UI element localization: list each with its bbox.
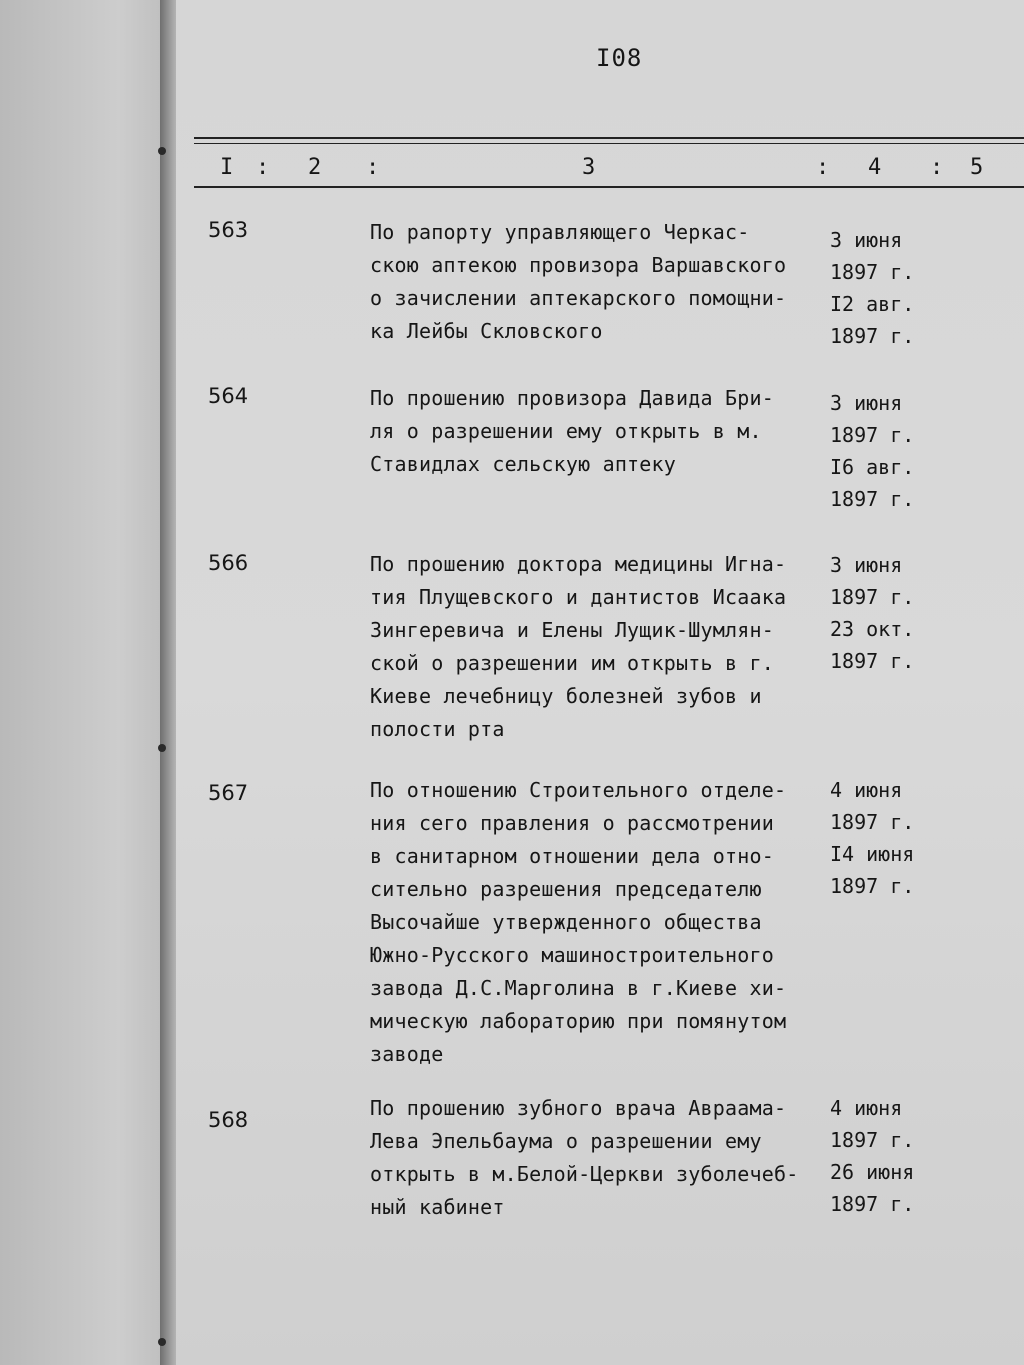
entry-text-line: ской о разрешении им открыть в г. (370, 651, 774, 675)
page-number: I08 (596, 44, 643, 72)
entry-text-line: о зачислении аптекарского помощни- (370, 286, 787, 310)
entry-text-line: заводе (370, 1042, 444, 1066)
column-separator: : (816, 155, 830, 180)
entry-date: 1897 г. (830, 874, 915, 898)
binding-hole (158, 744, 166, 752)
entry-text-line: завода Д.С.Марголина в г.Киеве хи- (370, 976, 787, 1000)
entry-date: 3 июня (830, 391, 903, 415)
column-separator: : (256, 155, 270, 180)
header-rule-top-2 (194, 143, 1024, 144)
binding-hole (158, 147, 166, 155)
entry-date: I2 авг. (830, 292, 915, 316)
entry-text-line: ля о разрешении ему открыть в м. (370, 419, 762, 443)
entry-text-line: По прошению доктора медицины Игна- (370, 552, 787, 576)
entry-date: I4 июня (830, 842, 915, 866)
binding-hole (158, 1338, 166, 1346)
entry-date: I6 авг. (830, 455, 915, 479)
column-separator: : (930, 155, 944, 180)
entry-text-line: По прошению провизора Давида Бри- (370, 386, 774, 410)
entry-number: 568 (208, 1108, 249, 1132)
entry-number: 566 (208, 551, 249, 575)
header-rule-top (194, 137, 1024, 139)
entry-text-line: Высочайше утвержденного общества (370, 910, 762, 934)
entry-text-line: По рапорту управляющего Черкас- (370, 220, 750, 244)
column-header-5: 5 (970, 155, 984, 180)
entry-text-line: открыть в м.Белой-Церкви зуболечеб- (370, 1162, 799, 1186)
entry-date: 1897 г. (830, 487, 915, 511)
column-header-4: 4 (868, 155, 882, 180)
entry-text-line: полости рта (370, 717, 505, 741)
column-header-3: 3 (582, 155, 596, 180)
entry-date: 1897 г. (830, 423, 915, 447)
column-header-1: I (220, 155, 234, 180)
entry-text-line: ный кабинет (370, 1195, 505, 1219)
entry-text-line: Ставидлах сельскую аптеку (370, 452, 677, 476)
entry-date: 23 окт. (830, 617, 915, 641)
entry-text-line: ния сего правления о рассмотрении (370, 811, 774, 835)
entry-text-line: По прошению зубного врача Авраама- (370, 1096, 787, 1120)
column-header-2: 2 (308, 155, 322, 180)
entry-text-line: Зингеревича и Елены Лущик-Шумлян- (370, 618, 774, 642)
entry-date: 1897 г. (830, 260, 915, 284)
entry-date: 3 июня (830, 553, 903, 577)
entry-date: 1897 г. (830, 585, 915, 609)
entry-date: 4 июня (830, 1096, 903, 1120)
entry-text-line: Южно-Русского машиностроительного (370, 943, 774, 967)
entry-text-line: Киеве лечебницу болезней зубов и (370, 684, 762, 708)
entry-text-line: мическую лабораторию при помянутом (370, 1009, 787, 1033)
entry-date: 26 июня (830, 1160, 915, 1184)
header-rule-bottom (194, 186, 1024, 188)
entry-date: 4 июня (830, 778, 903, 802)
entry-text-line: ка Лейбы Скловского (370, 319, 603, 343)
entry-text-line: тия Плущевского и дантистов Исаака (370, 585, 787, 609)
facing-page (0, 0, 170, 1365)
entry-date: 1897 г. (830, 810, 915, 834)
entry-text-line: сительно разрешения председателю (370, 877, 762, 901)
column-separator: : (366, 155, 380, 180)
entry-date: 1897 г. (830, 1192, 915, 1216)
entry-number: 567 (208, 781, 249, 805)
entry-date: 1897 г. (830, 324, 915, 348)
entry-date: 1897 г. (830, 1128, 915, 1152)
entry-text-line: скою аптекою провизора Варшавского (370, 253, 787, 277)
entry-number: 563 (208, 218, 249, 242)
entry-text-line: По отношению Строительного отделе- (370, 778, 787, 802)
entry-text-line: Лева Эпельбаума о разрешении ему (370, 1129, 762, 1153)
entry-text-line: в санитарном отношении дела отно- (370, 844, 774, 868)
document-page (176, 0, 1024, 1365)
entry-date: 3 июня (830, 228, 903, 252)
entry-date: 1897 г. (830, 649, 915, 673)
entry-number: 564 (208, 384, 249, 408)
